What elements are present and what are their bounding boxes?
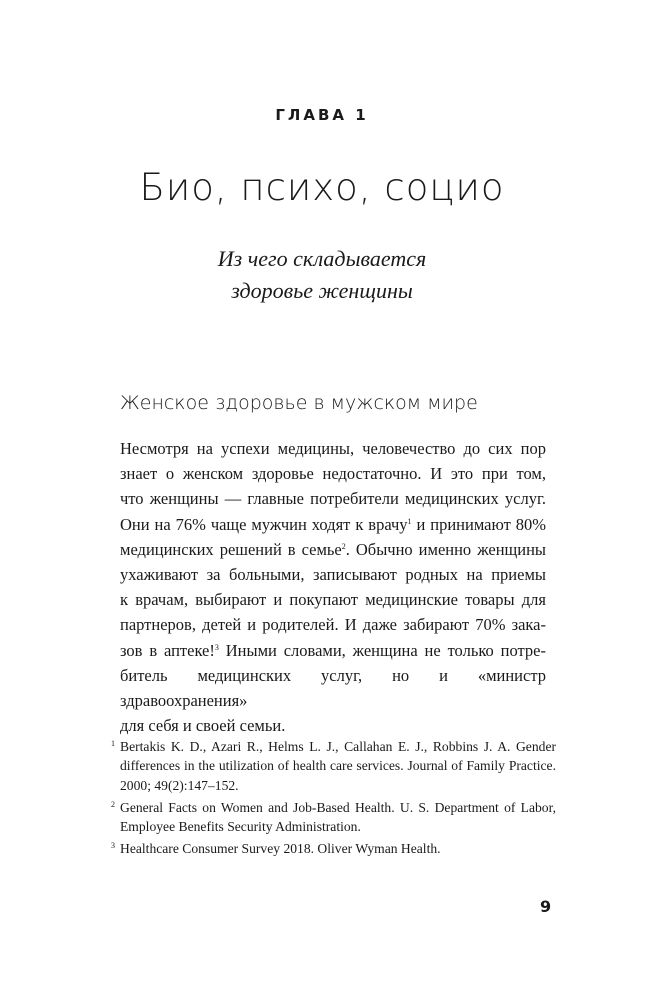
body-text: к врачам, выбирают и покупают медицинские товары для bbox=[120, 590, 546, 610]
body-line bbox=[120, 512, 546, 537]
body-line bbox=[120, 612, 546, 637]
subtitle-line: здоровье женщины bbox=[231, 278, 413, 303]
body-line bbox=[120, 587, 546, 612]
footnote bbox=[111, 798, 556, 837]
body-text: Иными словами, женщина не только потре- bbox=[218, 640, 546, 660]
footnote-ref[interactable]: 2 bbox=[341, 541, 346, 551]
body-text: и принимают 80% bbox=[411, 514, 547, 534]
chapter-title: Био, психо, социо bbox=[139, 166, 505, 209]
body-paragraph bbox=[120, 436, 546, 738]
body-text: медицинских решений в семье bbox=[120, 539, 342, 559]
chapter-subtitle bbox=[0, 243, 644, 307]
body-text: что женщины — главные потребители медицинских услуг. bbox=[120, 489, 546, 509]
body-text: для себя и своей семьи. bbox=[120, 716, 286, 736]
page-number: 9 bbox=[540, 897, 552, 916]
body-line bbox=[120, 638, 546, 663]
footnote-number: 2 bbox=[111, 799, 115, 809]
footnote-text: Bertakis K. D., Azari R., Helms L. J., Callahan E. J., Robbins J. A. Gender differences in the utilization of health care services. Journal of Family Practice. 2000; 49(2):147–152. bbox=[120, 739, 556, 793]
body-text: Они на 76% чаще мужчин ходят к врачу bbox=[120, 514, 408, 534]
chapter-label: ГЛАВА 1 bbox=[275, 106, 369, 124]
footnote-ref[interactable]: 1 bbox=[407, 516, 412, 526]
body-text: ухаживают за больными, записывают родных на приемы bbox=[120, 565, 546, 585]
subtitle-line: Из чего складывается bbox=[217, 246, 427, 271]
footnote bbox=[111, 839, 556, 858]
body-line bbox=[120, 562, 546, 587]
section-heading: Женское здоровье в мужском мире bbox=[120, 392, 478, 414]
body-text: партнеров, детей и родителей. И даже забирают 70% зака- bbox=[120, 615, 546, 635]
body-line bbox=[120, 663, 546, 713]
footnote-text: Healthcare Consumer Survey 2018. Oliver Wyman Health. bbox=[120, 841, 441, 857]
body-line bbox=[120, 486, 546, 511]
footnote bbox=[111, 737, 556, 795]
body-line bbox=[120, 461, 546, 486]
body-text: битель медицинских услуг, но и «министр здравоохранения» bbox=[120, 665, 546, 711]
body-text: . Обычно именно женщины bbox=[345, 539, 546, 559]
body-line bbox=[120, 537, 546, 562]
body-text: знает о женском здоровье недостаточно. И это при том, bbox=[120, 464, 546, 484]
footnote-number: 1 bbox=[111, 739, 115, 748]
body-text: Несмотря на успехи медицины, человечество до сих пор bbox=[120, 439, 546, 458]
footnote-text: General Facts on Women and Job-Based Health. U. S. Department of Labor, Employee Benefits Security Administration. bbox=[120, 799, 556, 835]
footnote-number: 3 bbox=[111, 841, 115, 851]
footnote-ref[interactable]: 3 bbox=[214, 642, 219, 652]
footnotes bbox=[111, 737, 556, 859]
body-line bbox=[120, 436, 546, 461]
body-text: зов в аптеке! bbox=[120, 640, 215, 660]
body-line bbox=[120, 713, 546, 738]
